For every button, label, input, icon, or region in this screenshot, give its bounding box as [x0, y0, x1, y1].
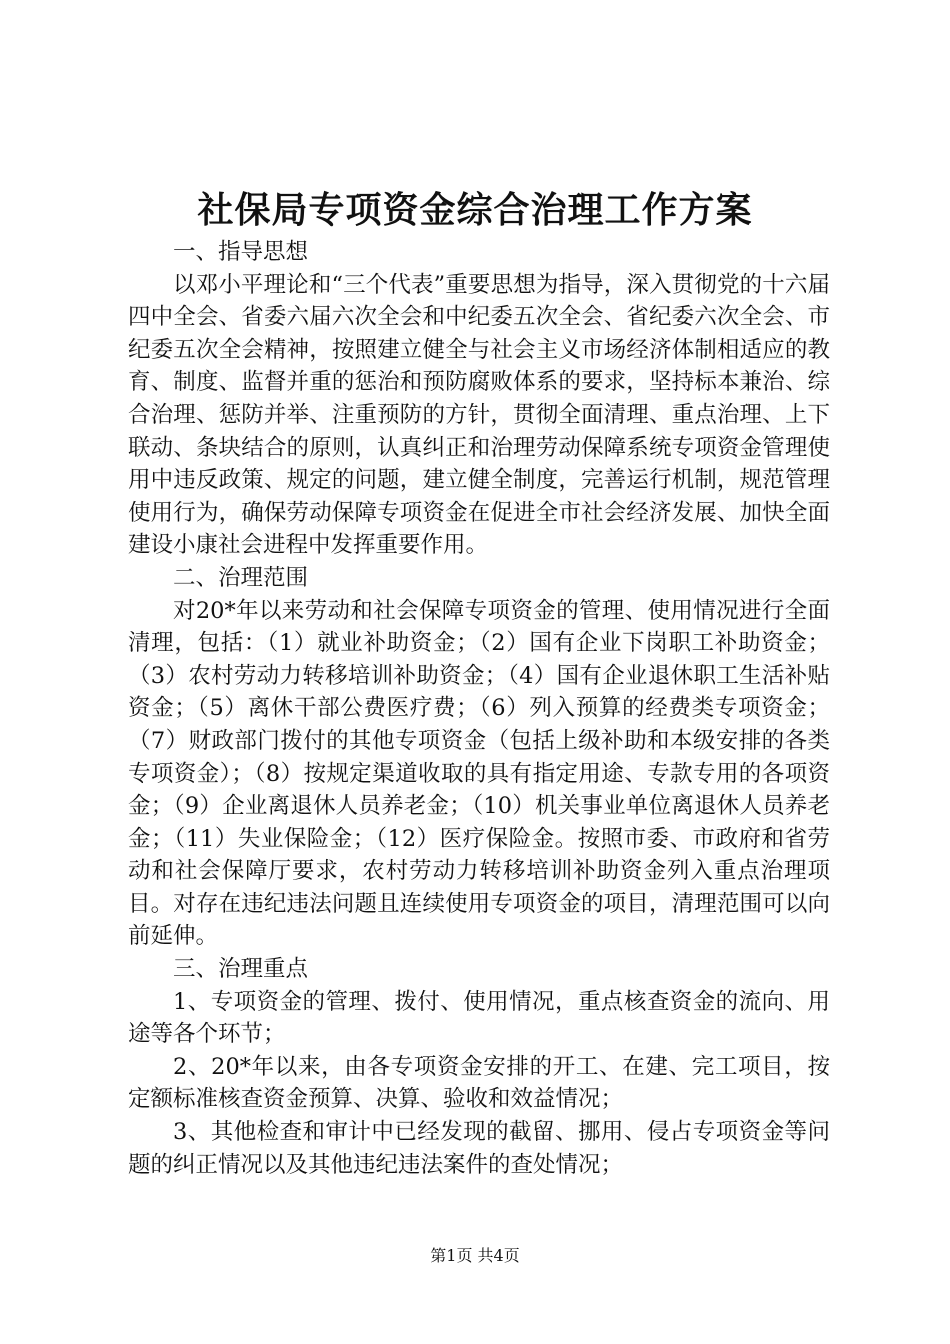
document-body: [128, 236, 830, 1181]
paragraph-scope: 对20*年以来劳动和社会保障专项资金的管理、使用情况进行全面清理，包括：（1）就业补助资金；（2）国有企业下岗职工补助资金；（3）农村劳动力转移培训补助资金；（4）国有企业退休职工生活补贴资金；（5）离休干部公费医疗费；（6）列入预算的经费类专项资金；（7）财政部门拨付的其他专项资金（包括上级补助和本级安排的各类专项资金）；（8）按规定渠道收取的具有指定用途、专款专用的各项资金；（9）企业离退休人员养老金；（10）机关事业单位离退休人员养老金；（11）失业保险金；（12）医疗保险金。按照市委、市政府和省劳动和社会保障厅要求，农村劳动力转移培训补助资金列入重点治理项目。对存在违纪违法问题且连续使用专项资金的项目，清理范围可以向前延伸。: [128, 597, 830, 950]
document-title: 社保局专项资金综合治理工作方案: [197, 189, 753, 231]
section-heading-scope: 二、治理范围: [173, 564, 309, 591]
page-footer: 第1页 共4页: [430, 1246, 520, 1265]
section-heading-focus: 三、治理重点: [173, 956, 309, 983]
paragraph-focus-item-2: 2、20*年以来，由各专项资金安排的开工、在建、完工项目，按定额标准核查资金预算、决算、验收和效益情况；: [128, 1053, 830, 1113]
paragraph-guiding-thought: 以邓小平理论和“三个代表”重要思想为指导，深入贯彻党的十六届四中全会、省委六届六次全会和中纪委五次全会、省纪委六次全会、市纪委五次全会精神，按照建立健全与社会主义市场经济体制相适应的教育、制度、监督并重的惩治和预防腐败体系的要求，坚持标本兼治、综合治理、惩防并举、注重预防的方针，贯彻全面清理、重点治理、上下联动、条块结合的原则，认真纠正和治理劳动保障系统专项资金管理使用中违反政策、规定的问题，建立健全制度，完善运行机制，规范管理使用行为，确保劳动保障专项资金在促进全市社会经济发展、加快全面建设小康社会进程中发挥重要作用。: [128, 271, 830, 559]
paragraph-focus-item-1: 1、专项资金的管理、拨付、使用情况，重点核查资金的流向、用途等各个环节；: [128, 988, 830, 1048]
paragraph-focus-item-3: 3、其他检查和审计中已经发现的截留、挪用、侵占专项资金等问题的纠正情况以及其他违纪违法案件的查处情况；: [128, 1119, 830, 1178]
section-heading-guiding-thought: 一、指导思想: [173, 239, 309, 265]
